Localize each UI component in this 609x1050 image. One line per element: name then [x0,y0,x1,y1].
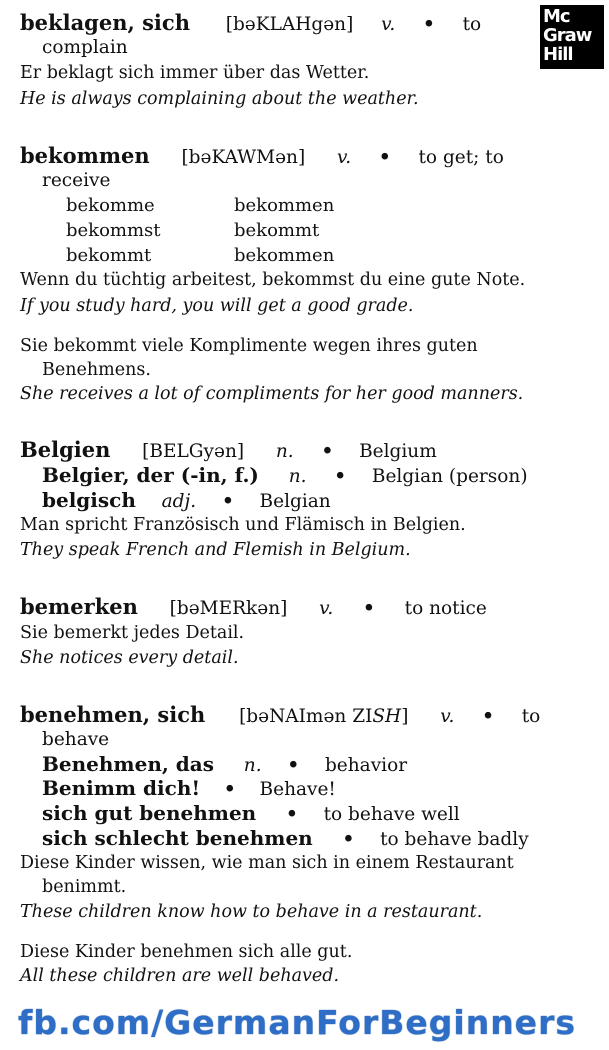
logo-line: Hill [543,44,573,65]
example-german-continued: benimmt. [42,877,127,897]
facebook-page-link[interactable]: fb.com/GermanForBeginners [18,1003,576,1042]
part-of-speech: n. [275,441,294,462]
part-of-speech: v. [319,598,334,619]
definition: to notice [404,598,487,619]
definition: behavior [324,755,408,776]
bullet: • [321,441,334,462]
definition-continued: behave [42,729,110,750]
headword: beklagen, sich [20,10,190,35]
part-of-speech: v. [336,147,352,168]
sub-entry [42,488,331,514]
sub-headword: Benehmen, das [42,752,214,776]
example-english: They speak French and Flemish in Belgium. [20,540,411,560]
example-german: Diese Kinder benehmen sich alle gut. [20,942,353,962]
sub-entry [42,463,528,489]
pronunciation: [bəMERkən] [169,598,288,619]
sub-entry [42,752,407,778]
definition-continued: receive [42,170,111,191]
part-of-speech: adj. [161,491,197,512]
sub-entry [42,801,460,827]
bullet: • [286,804,298,825]
definition: to [521,706,541,727]
bullet: • [221,491,234,512]
mcgraw-hill-logo [540,5,604,69]
conjugation-form: bekommt [234,220,320,241]
definition: to [462,14,482,35]
conjugation-form: bekomme [66,195,155,216]
part-of-speech: v. [440,706,455,727]
headword: Belgien [20,437,111,462]
sub-headword: Belgier, der (-in, f.) [42,463,259,487]
example-german: Wenn du tüchtig arbeitest, bekommst du eine gute Note. [20,270,526,290]
headword: benehmen, sich [20,702,206,727]
definition: Belgian (person) [371,466,528,487]
entry-beklagen-head [20,11,481,37]
bullet: • [378,147,391,168]
conjugation-row [66,194,335,218]
headword: bekommen [20,143,150,168]
sub-entry [42,826,529,852]
definition: to get; to [418,147,504,168]
conjugation-form: bekommst [66,220,161,241]
bullet: • [363,598,375,619]
entry-bemerken-head [20,595,487,621]
example-english: All these children are well behaved. [20,966,340,986]
definition: Behave! [259,779,336,800]
pronunciation: [bəKLAHgən] [225,14,354,35]
pronunciation-part: ] [401,706,409,727]
example-english: She notices every detail. [20,648,239,668]
logo-line: Graw [543,25,592,46]
bullet: • [223,779,236,800]
example-german: Man spricht Französisch und Flämisch in Belgien. [20,515,466,535]
conjugation-form: bekommen [234,245,335,266]
example-english: If you study hard, you will get a good grade. [20,296,414,316]
entry-bekommen-head [20,144,504,170]
part-of-speech: n. [288,466,307,487]
definition: to behave well [323,804,460,825]
example-german: Er beklagt sich immer über das Wetter. [20,63,370,83]
bullet: • [482,706,494,727]
sub-headword: belgisch [42,488,136,512]
example-english: These children know how to behave in a restaurant. [20,902,483,922]
definition: Belgium [359,441,437,462]
sub-entry [42,776,336,802]
part-of-speech: n. [243,755,262,776]
sub-headword: sich gut benehmen [42,801,257,825]
bullet: • [287,755,300,776]
example-english: She receives a lot of compliments for her good manners. [20,384,524,404]
headword: bemerken [20,594,138,619]
definition: to behave badly [380,829,529,850]
sub-headword: sich schlecht benehmen [42,826,313,850]
bullet: • [342,829,355,850]
conjugation-row [66,244,335,268]
example-german: Sie bemerkt jedes Detail. [20,623,245,643]
pronunciation-part: [bəNAImən ZI [239,706,373,727]
entry-belgien-head [20,438,437,464]
pronunciation-part: SH [372,706,402,727]
part-of-speech: v. [381,14,396,35]
pronunciation [239,706,408,727]
entry-benehmen-head [20,703,540,729]
conjugation-form: bekommen [234,195,335,216]
definition-continued: complain [42,37,128,58]
definition: Belgian [259,491,331,512]
example-german-continued: Benehmens. [42,360,151,380]
sub-headword: Benimm dich! [42,776,201,800]
bullet: • [422,14,435,35]
example-english: He is always complaining about the weather. [20,89,419,109]
logo-line: Mc [543,6,570,27]
example-german: Sie bekommt viele Komplimente wegen ihres guten [20,336,478,356]
conjugation-row [66,219,320,243]
conjugation-form: bekommt [66,245,152,266]
example-german: Diese Kinder wissen, wie man sich in einem Restaurant [20,853,514,873]
pronunciation: [BELGyən] [142,441,245,462]
pronunciation: [bəKAWMən] [181,147,306,168]
bullet: • [334,466,347,487]
